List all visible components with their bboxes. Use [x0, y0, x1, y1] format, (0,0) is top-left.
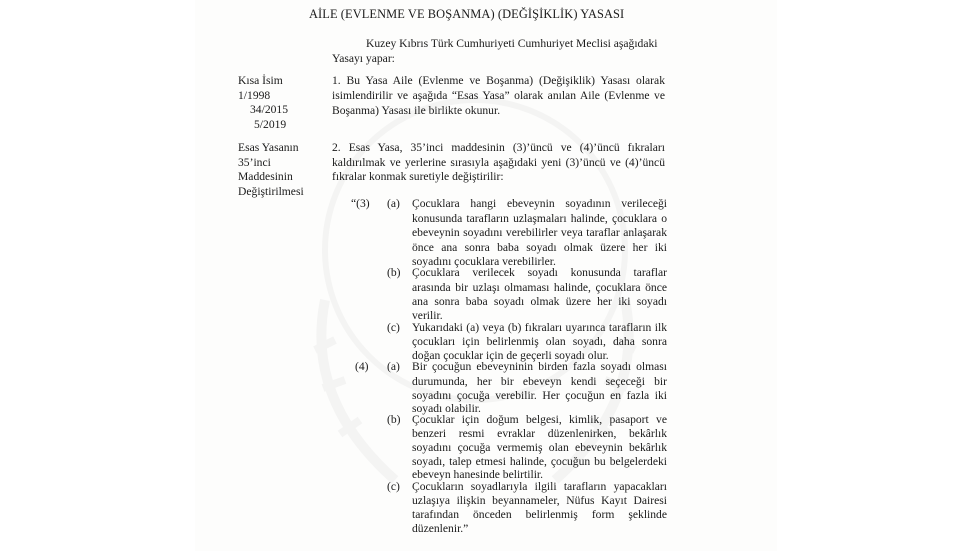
margin-note-line: Değiştirilmesi [238, 184, 304, 198]
preamble-line-1: Kuzey Kıbrıs Türk Cumhuriyeti Cumhuriyet Meclisi aşağıdaki [366, 37, 658, 50]
clause-4b-label: (b) [387, 413, 401, 426]
section-2-line-3: fıkralar konmak suretiyle değiştirilir: [332, 170, 504, 183]
clause-3a-line: soyadını çocuklara verebilirler. [412, 255, 556, 268]
clause-4a-line: durumunda, her bir ebeveyn kendi seçeceği bir [412, 375, 667, 388]
clause-3-number: “(3) [351, 197, 370, 210]
clause-3b-line: verilir. [412, 309, 443, 322]
clause-3b-label: (b) [387, 266, 401, 279]
clause-4-number: (4) [355, 360, 369, 373]
preamble-line-2: Yasayı yapar: [332, 52, 395, 65]
clause-4b-line: soyadını çocuğa vermemiş olan ebeveynin bekârlık [412, 441, 667, 454]
clause-4b-line: benzeri resmi evraklar düzenlenirken, bekârlık [412, 427, 667, 440]
clause-4a-line: Bir çocuğun ebeveyninin birden fazla soyadı olması [412, 360, 667, 373]
clause-3c-line: Yukarıdaki (a) veya (b) fıkraları uyarınca tarafların ilk [412, 321, 667, 334]
clause-3c-line: çocukları için belirlenmiş olan soyadı, daha sonra [412, 335, 667, 348]
clause-3a-line: ebeveynin soyadını verebilirler veya taraflar anlaşarak [412, 226, 667, 239]
clause-3b-line: Çocuklara verilecek soyadı konusunda taraflar [412, 266, 667, 279]
clause-3a-line: önce ana sonra baba soyadı olmak üzere her iki [412, 241, 667, 254]
margin-note-line: Maddesinin [238, 170, 293, 183]
clause-3a-line: Çocuklara hangi ebeveynin soyadının verileceği [412, 197, 667, 210]
clause-3a-label: (a) [387, 197, 400, 210]
clause-4b-line: soyadı, talep etmesi halinde, çocuğun bu belgelerdeki [412, 455, 667, 468]
clause-3c-line: doğan çocuklar için de geçerli soyadı olur. [412, 349, 609, 362]
clause-3c-label: (c) [387, 321, 400, 334]
clause-3b-line: arasında bir uzlaşı olmaması halinde, çocuklara önce [412, 281, 667, 294]
clause-4c-line: Çocukların soyadlarıyla ilgili tarafların yapacakları [412, 480, 667, 493]
section-1-line-1: 1. Bu Yasa Aile (Evlenme ve Boşanma) (Değişiklik) Yasası olarak [332, 74, 665, 87]
margin-note-line: 35’inci [238, 155, 271, 169]
section-2-line-2: kaldırılmak ve yerlerine sırasıyla aşağıdaki yeni (3)’üncü ve (4)’üncü [332, 156, 665, 169]
margin-note-line: 1/1998 [238, 88, 271, 102]
clause-4c-line: tarafından önceden belirlenmiş form şeklinde [412, 508, 667, 521]
clause-4c-line: düzenlenir.” [412, 522, 469, 535]
clause-4a-line: soyadını çocuğa verebilir. Her çocuğun en fazla iki [412, 389, 667, 402]
clause-3a-line: konusunda tarafların uzlaşmaları halinde, çocuklara o [412, 212, 667, 225]
clause-4b-line: ebeveyn hanesinde belirtilir. [412, 468, 544, 481]
margin-note-line: 34/2015 [250, 103, 289, 116]
section-2-line-1: 2. Esas Yasa, 35’inci maddesinin (3)’üncü ve (4)’üncü fıkraları [332, 141, 665, 154]
margin-note-line: Kısa İsim [238, 74, 283, 87]
margin-note-line: Esas Yasanın [238, 141, 299, 154]
margin-note-line: 5/2019 [254, 117, 287, 131]
clause-4a-label: (a) [387, 360, 400, 373]
clause-4a-line: soyadı olabilir. [412, 402, 481, 415]
document-title: AİLE (EVLENME VE BOŞANMA) (DEĞİŞİKLİK) YASASI [309, 7, 625, 21]
section-1-line-3: Boşanma) Yasası ile birlikte okunur. [332, 104, 501, 117]
margin-note-amendment [238, 141, 304, 199]
margin-note-short-title [238, 74, 288, 132]
clause-4b-line: Çocuklar için doğum belgesi, kimlik, pasaport ve [412, 413, 667, 426]
clause-3b-line: ana sonra baba soyadı olmak üzere her iki soyadı [412, 295, 667, 308]
clause-4c-label: (c) [387, 480, 400, 493]
section-1-line-2: isimlendirilir ve aşağıda “Esas Yasa” olarak anılan Aile (Evlenme ve [332, 89, 665, 102]
clause-4c-line: uzlaşıya ilişkin beyannameler, Nüfus Kayıt Dairesi [412, 494, 667, 507]
